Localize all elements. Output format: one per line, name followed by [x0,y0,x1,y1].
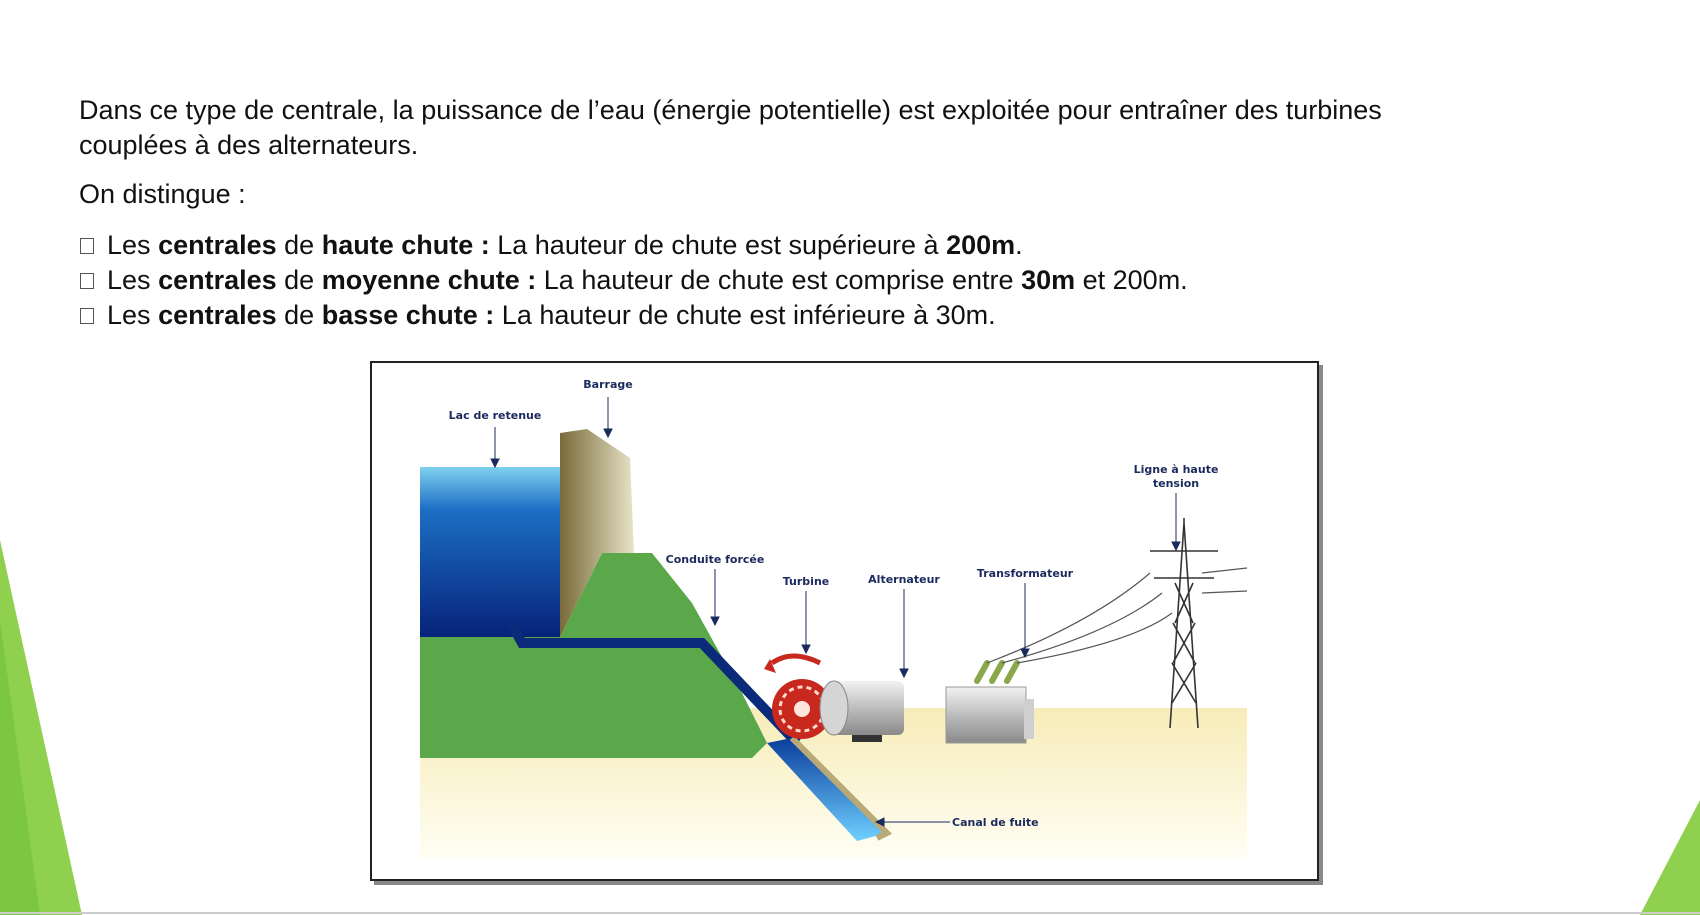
label-lac: Lac de retenue [448,409,542,422]
label-canal: Canal de fuite [952,816,1039,829]
distinguish-text: On distingue : [79,179,246,209]
label-conduite: Conduite forcée [665,553,765,566]
checkbox-glyph-icon [80,308,94,324]
alternator [820,681,904,742]
checkbox-glyph-icon [80,273,94,289]
label-transformateur: Transformateur [976,567,1074,580]
label-barrage: Barrage [583,378,633,391]
pylon [1150,518,1218,728]
transformer [946,663,1034,743]
diagram-svg [372,363,1317,879]
label-turbine: Turbine [782,575,830,588]
reservoir-lake [420,467,560,637]
intro-paragraph [79,93,1619,163]
plant-type-list [80,228,1188,333]
list-item: Les centrales de moyenne chute : La hauteur de chute est comprise entre 30m et 200m. [80,263,1188,298]
hydro-plant-diagram [370,361,1319,881]
intro-line-1: Dans ce type de centrale, la puissance de l’eau (énergie potentielle) est exploitée pour entraîner des turbines [79,95,1382,125]
label-ligne-1: Ligne à haute [1133,463,1219,476]
checkbox-glyph-icon [80,238,94,254]
list-item: Les centrales de basse chute : La hauteur de chute est inférieure à 30m. [80,298,1188,333]
list-item: Les centrales de haute chute : La hauteur de chute est supérieure à 200m . [80,228,1188,263]
label-alternateur: Alternateur [868,573,940,586]
intro-line-2: couplées à des alternateurs. [79,130,419,160]
label-ligne-2: tension [1152,477,1200,490]
